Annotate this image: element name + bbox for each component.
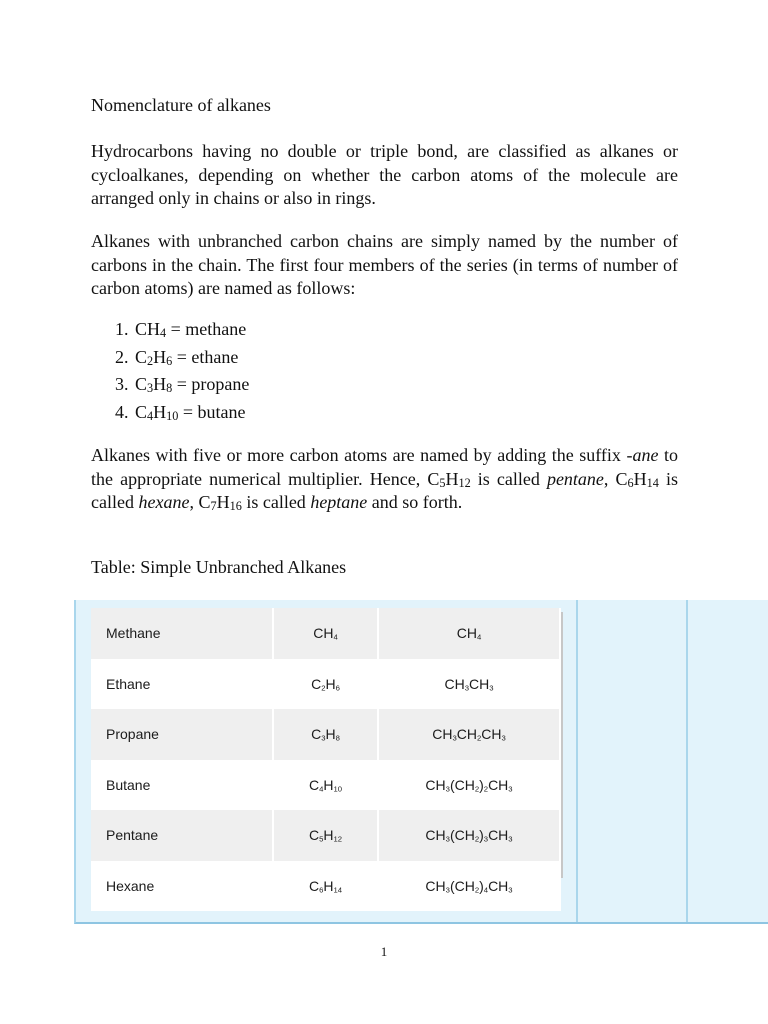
alkane-name-cell: Hexane (91, 861, 273, 912)
table-row (91, 760, 560, 811)
molecular-formula-cell: $C_4H_{10}$ (273, 760, 378, 811)
alkane-name-cell: Propane (91, 709, 273, 760)
molecular-formula-cell: $C_3H_8$ (273, 709, 378, 760)
alkane-name-cell: Methane (91, 608, 273, 659)
table-row (91, 861, 560, 912)
alkane-name-cell: Butane (91, 760, 273, 811)
paragraph-five-or-more: Alkanes with five or more carbon atoms are named by adding the suffix -ane to the appropriate numerical multiplier. Hence, $C_5H_{12}$ is called pentane, $C_6H_{14}$ is called hexane, $C_7H_{16}$ is called heptane and so forth. (91, 445, 678, 514)
molecular-formula-cell: $C_5H_{12}$ (273, 810, 378, 861)
page-number: 1 (380, 944, 388, 959)
alkanes-table (91, 608, 561, 911)
paragraph-unbranched: Alkanes with unbranched carbon chains are simply named by the number of carbons in the chain. The first four members of the series (in terms of number of carbon atoms) are named as follows: (91, 231, 678, 298)
condensed-formula-cell: $CH_3(CH_2)_3CH_3$ (378, 810, 560, 861)
paragraph-intro: Hydrocarbons having no double or triple bond, are classified as alkanes or cycloalkanes, depending on whether the carbon atoms of the molecule are arranged only in chains or also in rings. (91, 141, 678, 208)
table-row (91, 810, 560, 861)
frame-column-divider (576, 600, 578, 922)
list-item: 4. $C_4H_{10} = butane$ (115, 401, 246, 423)
condensed-formula-cell: $CH_3(CH_2)_2CH_3$ (378, 760, 560, 811)
condensed-formula-cell: $CH_4$ (378, 608, 560, 659)
table-row (91, 659, 560, 710)
list-item: 1. $CH_4$ = methane (115, 319, 247, 341)
alkane-name-cell: Ethane (91, 659, 273, 710)
table-row (91, 709, 560, 760)
table-caption: Table: Simple Unbranched Alkanes (91, 557, 347, 577)
frame-column-divider (686, 600, 688, 922)
alkane-name-cell: Pentane (91, 810, 273, 861)
molecular-formula-cell: $C_2H_6$ (273, 659, 378, 710)
first-four-alkanes-list (115, 318, 249, 428)
table-row (91, 608, 560, 659)
list-item: 2. $C_2H_6$ = ethane (115, 346, 239, 368)
document-title: Nomenclature of alkanes (91, 95, 271, 115)
table-edge-shadow (561, 612, 563, 878)
molecular-formula-cell: $CH_4$ (273, 608, 378, 659)
molecular-formula-cell: $C_6H_{14}$ (273, 861, 378, 912)
condensed-formula-cell: $CH_3CH_2CH_3$ (378, 709, 560, 760)
condensed-formula-cell: $CH_3CH_3$ (378, 659, 560, 710)
condensed-formula-cell: $CH_3(CH_2)_4CH_3$ (378, 861, 560, 912)
list-item: 3. $C_3H_8$ = propane (115, 374, 250, 396)
